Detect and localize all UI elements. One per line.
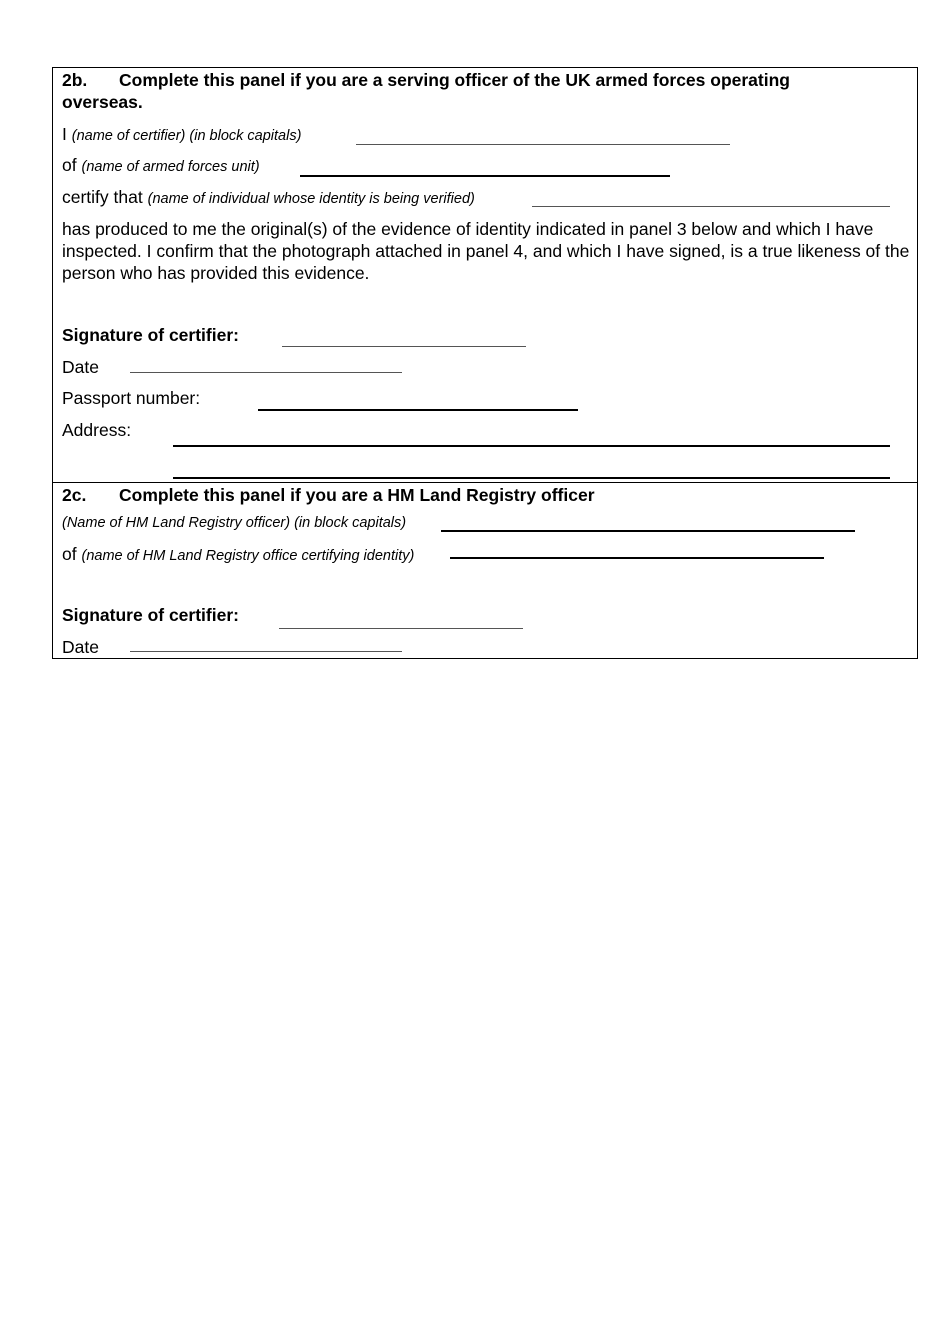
panel-2b [52, 67, 918, 483]
address-field-line-1[interactable] [173, 445, 890, 447]
individual-prefix: certify that [62, 187, 143, 207]
certifier-hint: (name of certifier) (in block capitals) [71, 128, 302, 144]
address-field-line-2[interactable] [173, 477, 890, 479]
panel-2b-heading-text: Complete this panel if you are a serving officer of the UK armed forces operating [119, 70, 790, 90]
date-label: Date [62, 357, 99, 377]
panel-2b-heading-cont: overseas. [62, 92, 143, 112]
signature-label-2c: Signature of certifier: [62, 605, 239, 625]
unit-hint: (name of armed forces unit) [81, 159, 260, 175]
individual-hint: (name of individual whose identity is being verified) [147, 191, 475, 207]
passport-label: Passport number: [62, 388, 201, 408]
certifier-prefix: I [62, 124, 67, 144]
office-hint: (name of HM Land Registry office certifying identity) [81, 548, 415, 564]
panel-2c [52, 482, 918, 659]
panel-2c-heading [62, 485, 595, 506]
office-field[interactable] [450, 557, 824, 559]
certification-statement: has produced to me the original(s) of the evidence of identity indicated in panel 3 below and which I have inspected. I confirm that the photograph attached in panel 4, and which I have signed, is a true likeness of the person who has provided this evidence. [62, 219, 910, 283]
office-prefix: of [62, 544, 77, 564]
unit-prefix: of [62, 155, 77, 175]
panel-2c-heading-text: Complete this panel if you are a HM Land Registry officer [119, 485, 595, 505]
officer-name-hint: (Name of HM Land Registry officer) (in block capitals) [62, 515, 407, 531]
date-field[interactable] [130, 372, 402, 373]
unit-label [62, 155, 260, 178]
certifier-name-field[interactable] [356, 144, 730, 145]
certifier-name-label [62, 124, 301, 147]
passport-field[interactable] [258, 409, 578, 411]
individual-label [62, 187, 475, 210]
individual-field[interactable] [532, 206, 890, 207]
office-label [62, 544, 414, 567]
panel-2b-heading [62, 70, 790, 91]
date-label-2c: Date [62, 637, 99, 657]
panel-2c-number: 2c. [62, 485, 87, 505]
signature-label: Signature of certifier: [62, 325, 239, 345]
address-label: Address: [62, 420, 132, 440]
officer-name-field[interactable] [441, 530, 855, 532]
unit-field[interactable] [300, 175, 670, 177]
signature-field[interactable] [282, 346, 526, 347]
date-field-2c[interactable] [130, 651, 402, 652]
panel-2b-number: 2b. [62, 70, 88, 90]
signature-field-2c[interactable] [279, 628, 523, 629]
